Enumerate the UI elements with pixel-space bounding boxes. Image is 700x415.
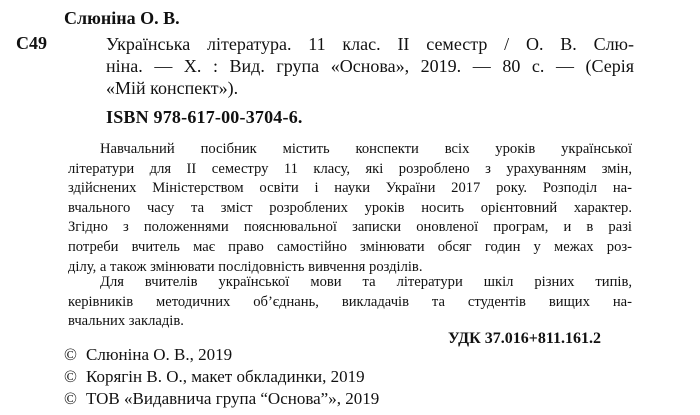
audience-line: керівників методичних об’єднань, викладачів та студентів вищих на- <box>68 293 632 310</box>
copyright-holder: Слюніна О. В., 2019 <box>86 345 233 364</box>
library-class-code: С49 <box>16 33 47 53</box>
copyright-line <box>64 367 365 387</box>
annotation-line: Навчальний посібник містить конспекти всіх уроків української <box>100 141 632 157</box>
copyright-line <box>64 389 379 409</box>
bibliographic-description <box>106 33 634 99</box>
annotation-line: ділу, а також змінювати послідовність вивчення розділів. <box>68 258 423 275</box>
annotation-line: вчального часу та зміст розроблених уроків носить орієнтовний характер. <box>68 199 632 216</box>
audience-line: Для вчителів української мови та літератури шкіл різних типів, <box>100 274 632 290</box>
copyright-line <box>64 345 232 365</box>
biblio-line: ніна. — Х. : Вид. група «Основа», 2019. — 80 с. — (Серія <box>106 56 634 76</box>
audience-line: вчальних закладів. <box>68 313 184 330</box>
copyright-holder: ТОВ «Видавнича група “Основа”», 2019 <box>86 389 380 408</box>
annotation-line: потреби вчитель має право самостійно змінювати обсяг годин у межах роз- <box>68 238 632 255</box>
annotation-line: літератури для II семестру 11 класу, які розроблено з урахуванням змін, <box>68 160 632 177</box>
copyright-icon: © <box>64 389 77 408</box>
copyright-holder: Корягін В. О., макет обкладинки, 2019 <box>86 367 365 386</box>
udc-code: УДК 37.016+811.161.2 <box>448 330 601 347</box>
biblio-line: Українська література. 11 клас. II семестр / О. В. Слю- <box>106 34 634 54</box>
isbn: ISBN 978-617-00-3704-6. <box>106 107 303 127</box>
audience-paragraph <box>68 273 632 332</box>
copyright-icon: © <box>64 345 77 364</box>
annotation-line: Згідно з положеннями пояснювальної записки оновленої програм, и в разі <box>68 219 632 236</box>
annotation-line: здійснених Міністерством освіти і науки України 2017 року. Розподіл на- <box>68 180 632 197</box>
biblio-line: «Мій конспект»). <box>106 78 239 98</box>
author-heading: Слюніна О. В. <box>64 8 180 28</box>
copyright-icon: © <box>64 367 77 386</box>
annotation-paragraph <box>68 140 632 277</box>
